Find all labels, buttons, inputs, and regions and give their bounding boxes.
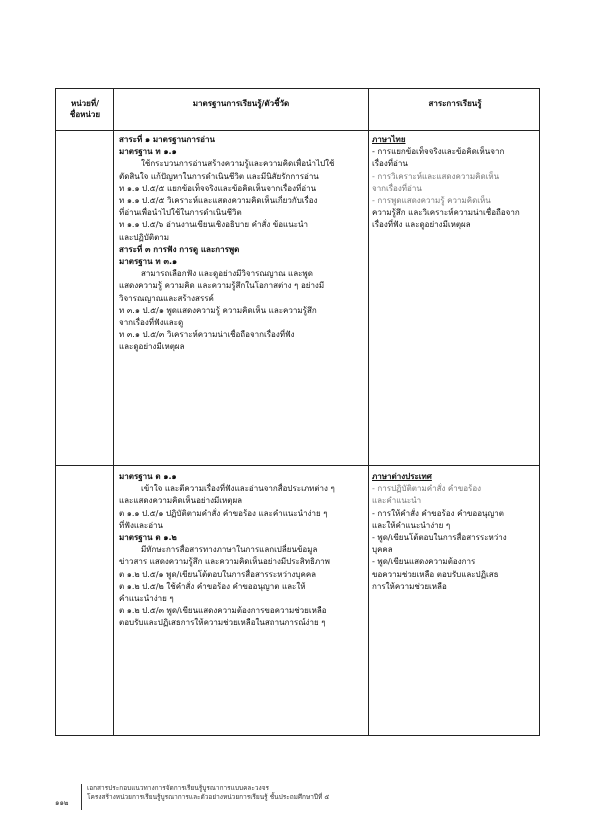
strand-heading: สาระที่ ๑ มาตรฐานการอ่าน <box>119 135 215 144</box>
content-item: บุคคล <box>372 545 393 555</box>
strand-heading: สาระที่ ๓ การฟัง การดู และการพูด <box>119 244 240 254</box>
page-number: ๑๑๒ <box>55 799 69 807</box>
content-item: การให้ความช่วยเหลือ <box>372 581 447 591</box>
content-item: - การให้คำสั่ง คำขอร้อง คำขออนุญาต <box>372 508 504 518</box>
content-item: และให้คำแนะนำง่าย ๆ <box>372 520 451 530</box>
indicator-text: ต ๑.๒ ป.๕/๓ พูด/เขียนแสดงความต้องการขอความช่วยเหลือ <box>119 606 327 616</box>
standard-heading: มาตรฐาน ท ๑.๑ <box>119 147 177 157</box>
row2-standards <box>119 471 366 630</box>
row1-content <box>372 134 538 232</box>
indicator-text: คำแนะนำง่าย ๆ <box>119 594 174 604</box>
content-item: ความรู้สึก และวิเคราะห์ความน่าเชื่อถือจาก <box>372 208 520 218</box>
content-item: - พูด/เขียนโต้ตอบในการสื่อสารระหว่าง <box>372 533 507 543</box>
footer-caption <box>87 784 329 802</box>
indicator-text: ท ๓.๑ ป.๕/๑ พูดแสดงความรู้ ความคิดเห็น และความรู้สึก <box>119 305 317 315</box>
content-item: - การปฏิบัติตามคำสั่ง คำขอร้อง <box>372 484 482 494</box>
indicator-text: ท ๑.๑ ป.๕/๖ อ่านงานเขียนเชิงอธิบาย คำสั่ง ข้อแนะนำ <box>119 220 308 230</box>
subject-heading: ภาษาต่างประเทศ <box>372 472 432 481</box>
indicator-text: ท ๓.๑ ป.๕/๓ วิเคราะห์ความน่าเชื่อถือจากเรื่องที่ฟัง <box>119 330 295 340</box>
indicator-text: ท ๑.๑ ป.๕/๕ แยกข้อเท็จจริงและข้อคิดเห็นจากเรื่องที่อ่าน <box>119 183 317 193</box>
indicator-text: ต ๑.๑ ป.๕/๑ ปฏิบัติตามคำสั่ง คำขอร้อง และคำแนะนำง่าย ๆ <box>119 508 328 518</box>
indicator-text: และดูอย่างมีเหตุผล <box>119 342 185 352</box>
curriculum-table <box>55 88 540 736</box>
header-content: สาระการเรียนรู้ <box>428 99 482 108</box>
content-item: - การวิเคราะห์และแสดงความคิดเห็น <box>372 171 500 181</box>
standard-text: ตัดสินใจ แก้ปัญหาในการดำเนินชีวิต และมีนิสัยรักการอ่าน <box>119 171 319 181</box>
indicator-text: ตอบรับและปฏิเสธการให้ความช่วยเหลือในสถานการณ์ง่าย ๆ <box>119 618 326 628</box>
standard-text: มีทักษะการสื่อสารทางภาษาในการแลกเปลี่ยนข้อมูล <box>141 545 318 555</box>
header-unit <box>58 98 112 120</box>
footer-line: เอกสารประกอบแนวทางการจัดการเรียนรู้บูรณาการแบบคละวงจร <box>87 784 270 792</box>
standard-text: แสดงความรู้ ความคิด และความรู้สึกในโอกาสต่าง ๆ อย่างมี <box>119 281 325 291</box>
row-divider <box>56 465 539 466</box>
content-item: เรื่องที่ฟัง และดูอย่างมีเหตุผล <box>372 220 471 230</box>
standard-text: เข้าใจ และตีความเรื่องที่ฟังและอ่านจากสื่อประเภทต่าง ๆ <box>141 484 335 494</box>
page-footer <box>55 783 540 813</box>
standard-heading: มาตรฐาน ท ๓.๑ <box>119 257 178 267</box>
standard-text: ใช้กระบวนการอ่านสร้างความรู้และความคิดเพื่อนำไปใช้ <box>141 159 335 169</box>
column-divider <box>368 89 369 735</box>
footer-line: โครงสร้างหน่วยการเรียนรู้บูรณาการและตัวอย่างหน่วยการเรียนรู้ ชั้นประถมศึกษาปีที่ ๕ <box>87 793 330 801</box>
indicator-text: และปฏิบัติตาม <box>119 232 170 242</box>
header-unit-line: ชื่อหน่วย <box>69 110 101 119</box>
content-item: ขอความช่วยเหลือ ตอบรับและปฏิเสธ <box>372 569 499 579</box>
content-item: จากเรื่องที่อ่าน <box>372 183 422 193</box>
standard-text: วิจารณญาณและสร้างสรรค์ <box>119 293 214 303</box>
content-item: และคำแนะนำ <box>372 496 422 506</box>
subject-heading: ภาษาไทย <box>372 135 406 144</box>
indicator-text: ท ๑.๑ ป.๕/๕ วิเคราะห์และแสดงความคิดเห็นเกี่ยวกับเรื่อง <box>119 196 318 206</box>
content-item: - การแยกข้อเท็จจริงและข้อคิดเห็นจาก <box>372 147 505 157</box>
content-item: - พูด/เขียนแสดงความต้องการ <box>372 557 476 567</box>
content-item: เรื่องที่อ่าน <box>372 159 408 169</box>
indicator-text: ต ๑.๒ ป.๕/๑ พูด/เขียนโต้ตอบในการสื่อสารระหว่างบุคคล <box>119 569 317 579</box>
standard-text: ข่าวสาร แสดงความรู้สึก และความคิดเห็นอย่างมีประสิทธิภาพ <box>119 557 330 567</box>
standard-text: สามารถเลือกฟัง และดูอย่างมีวิจารณญาณ และพูด <box>141 269 313 279</box>
footer-divider <box>81 784 82 810</box>
row2-content <box>372 471 538 593</box>
header-divider <box>56 130 539 131</box>
standard-heading: มาตรฐาน ต ๑.๑ <box>119 472 177 481</box>
column-divider <box>113 89 114 735</box>
content-item: - การพูดแสดงความรู้ ความคิดเห็น <box>372 196 491 206</box>
standard-text: และแสดงความคิดเห็นอย่างมีเหตุผล <box>119 496 243 506</box>
standard-heading: มาตรฐาน ต ๑.๒ <box>119 533 177 543</box>
header-unit-line: หน่วยที่/ <box>70 99 100 108</box>
row1-standards <box>119 134 366 354</box>
indicator-text: ต ๑.๒ ป.๕/๒ ใช้คำสั่ง คำขอร้อง คำขออนุญาต และให้ <box>119 581 306 591</box>
header-standards: มาตรฐานการเรียนรู้/ตัวชี้วัด <box>192 99 290 108</box>
indicator-text: ที่ฟังและอ่าน <box>119 520 163 530</box>
indicator-text: ที่อ่านเพื่อนำไปใช้ในการดำเนินชีวิต <box>119 208 242 218</box>
indicator-text: จากเรื่องที่ฟังและดู <box>119 318 184 328</box>
